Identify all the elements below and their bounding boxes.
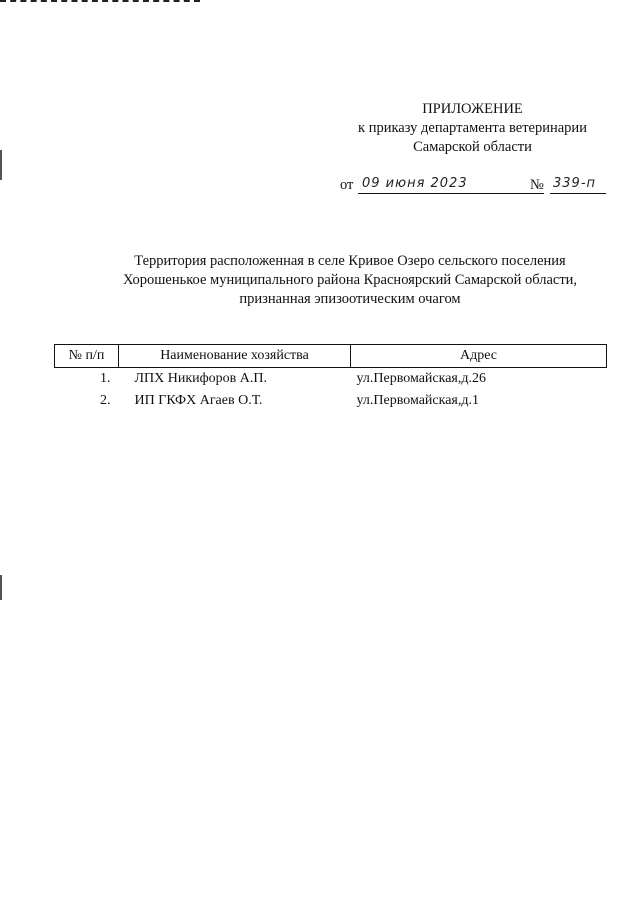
row-number: 2. xyxy=(100,393,111,408)
scan-edge-mark xyxy=(0,150,2,180)
document-heading xyxy=(90,252,610,309)
farm-name: ЛПХ Никифоров А.П. xyxy=(134,371,268,386)
scan-edge-mark xyxy=(0,575,2,600)
number-underline xyxy=(550,193,606,194)
column-header-address: Адрес xyxy=(351,345,607,368)
table-row xyxy=(55,368,607,391)
farm-name: ИП ГКФХ Агаев О.Т. xyxy=(134,393,263,408)
appendix-line: Самарской области xyxy=(413,139,532,155)
row-number: 1. xyxy=(100,371,111,386)
farms-table xyxy=(54,344,607,412)
order-date-handwritten: 09 июня 2023 xyxy=(362,176,468,191)
appendix-title: ПРИЛОЖЕНИЕ xyxy=(422,101,523,117)
order-date-number-line xyxy=(340,174,610,196)
appendix-block xyxy=(340,100,605,157)
column-header-name: Наименование хозяйства xyxy=(119,345,351,368)
table-row xyxy=(55,390,607,412)
number-label: № xyxy=(530,177,544,193)
farm-address: ул.Первомайская,д.1 xyxy=(356,393,479,408)
appendix-line: к приказу департамента ветеринарии xyxy=(358,120,587,136)
heading-line: Территория расположенная в селе Кривое Озеро сельского поселения xyxy=(134,253,566,269)
order-number-handwritten: 339-п xyxy=(553,176,597,191)
from-label: от xyxy=(340,177,354,193)
date-underline xyxy=(358,193,544,194)
heading-line: признанная эпизоотическим очагом xyxy=(239,291,461,307)
heading-line: Хорошенькое муниципального района Красноярский Самарской области, xyxy=(122,272,578,288)
farm-address: ул.Первомайская,д.26 xyxy=(356,371,486,386)
scan-border-top xyxy=(0,0,200,2)
table-header-row xyxy=(55,345,607,368)
column-header-number: № п/п xyxy=(55,345,119,368)
